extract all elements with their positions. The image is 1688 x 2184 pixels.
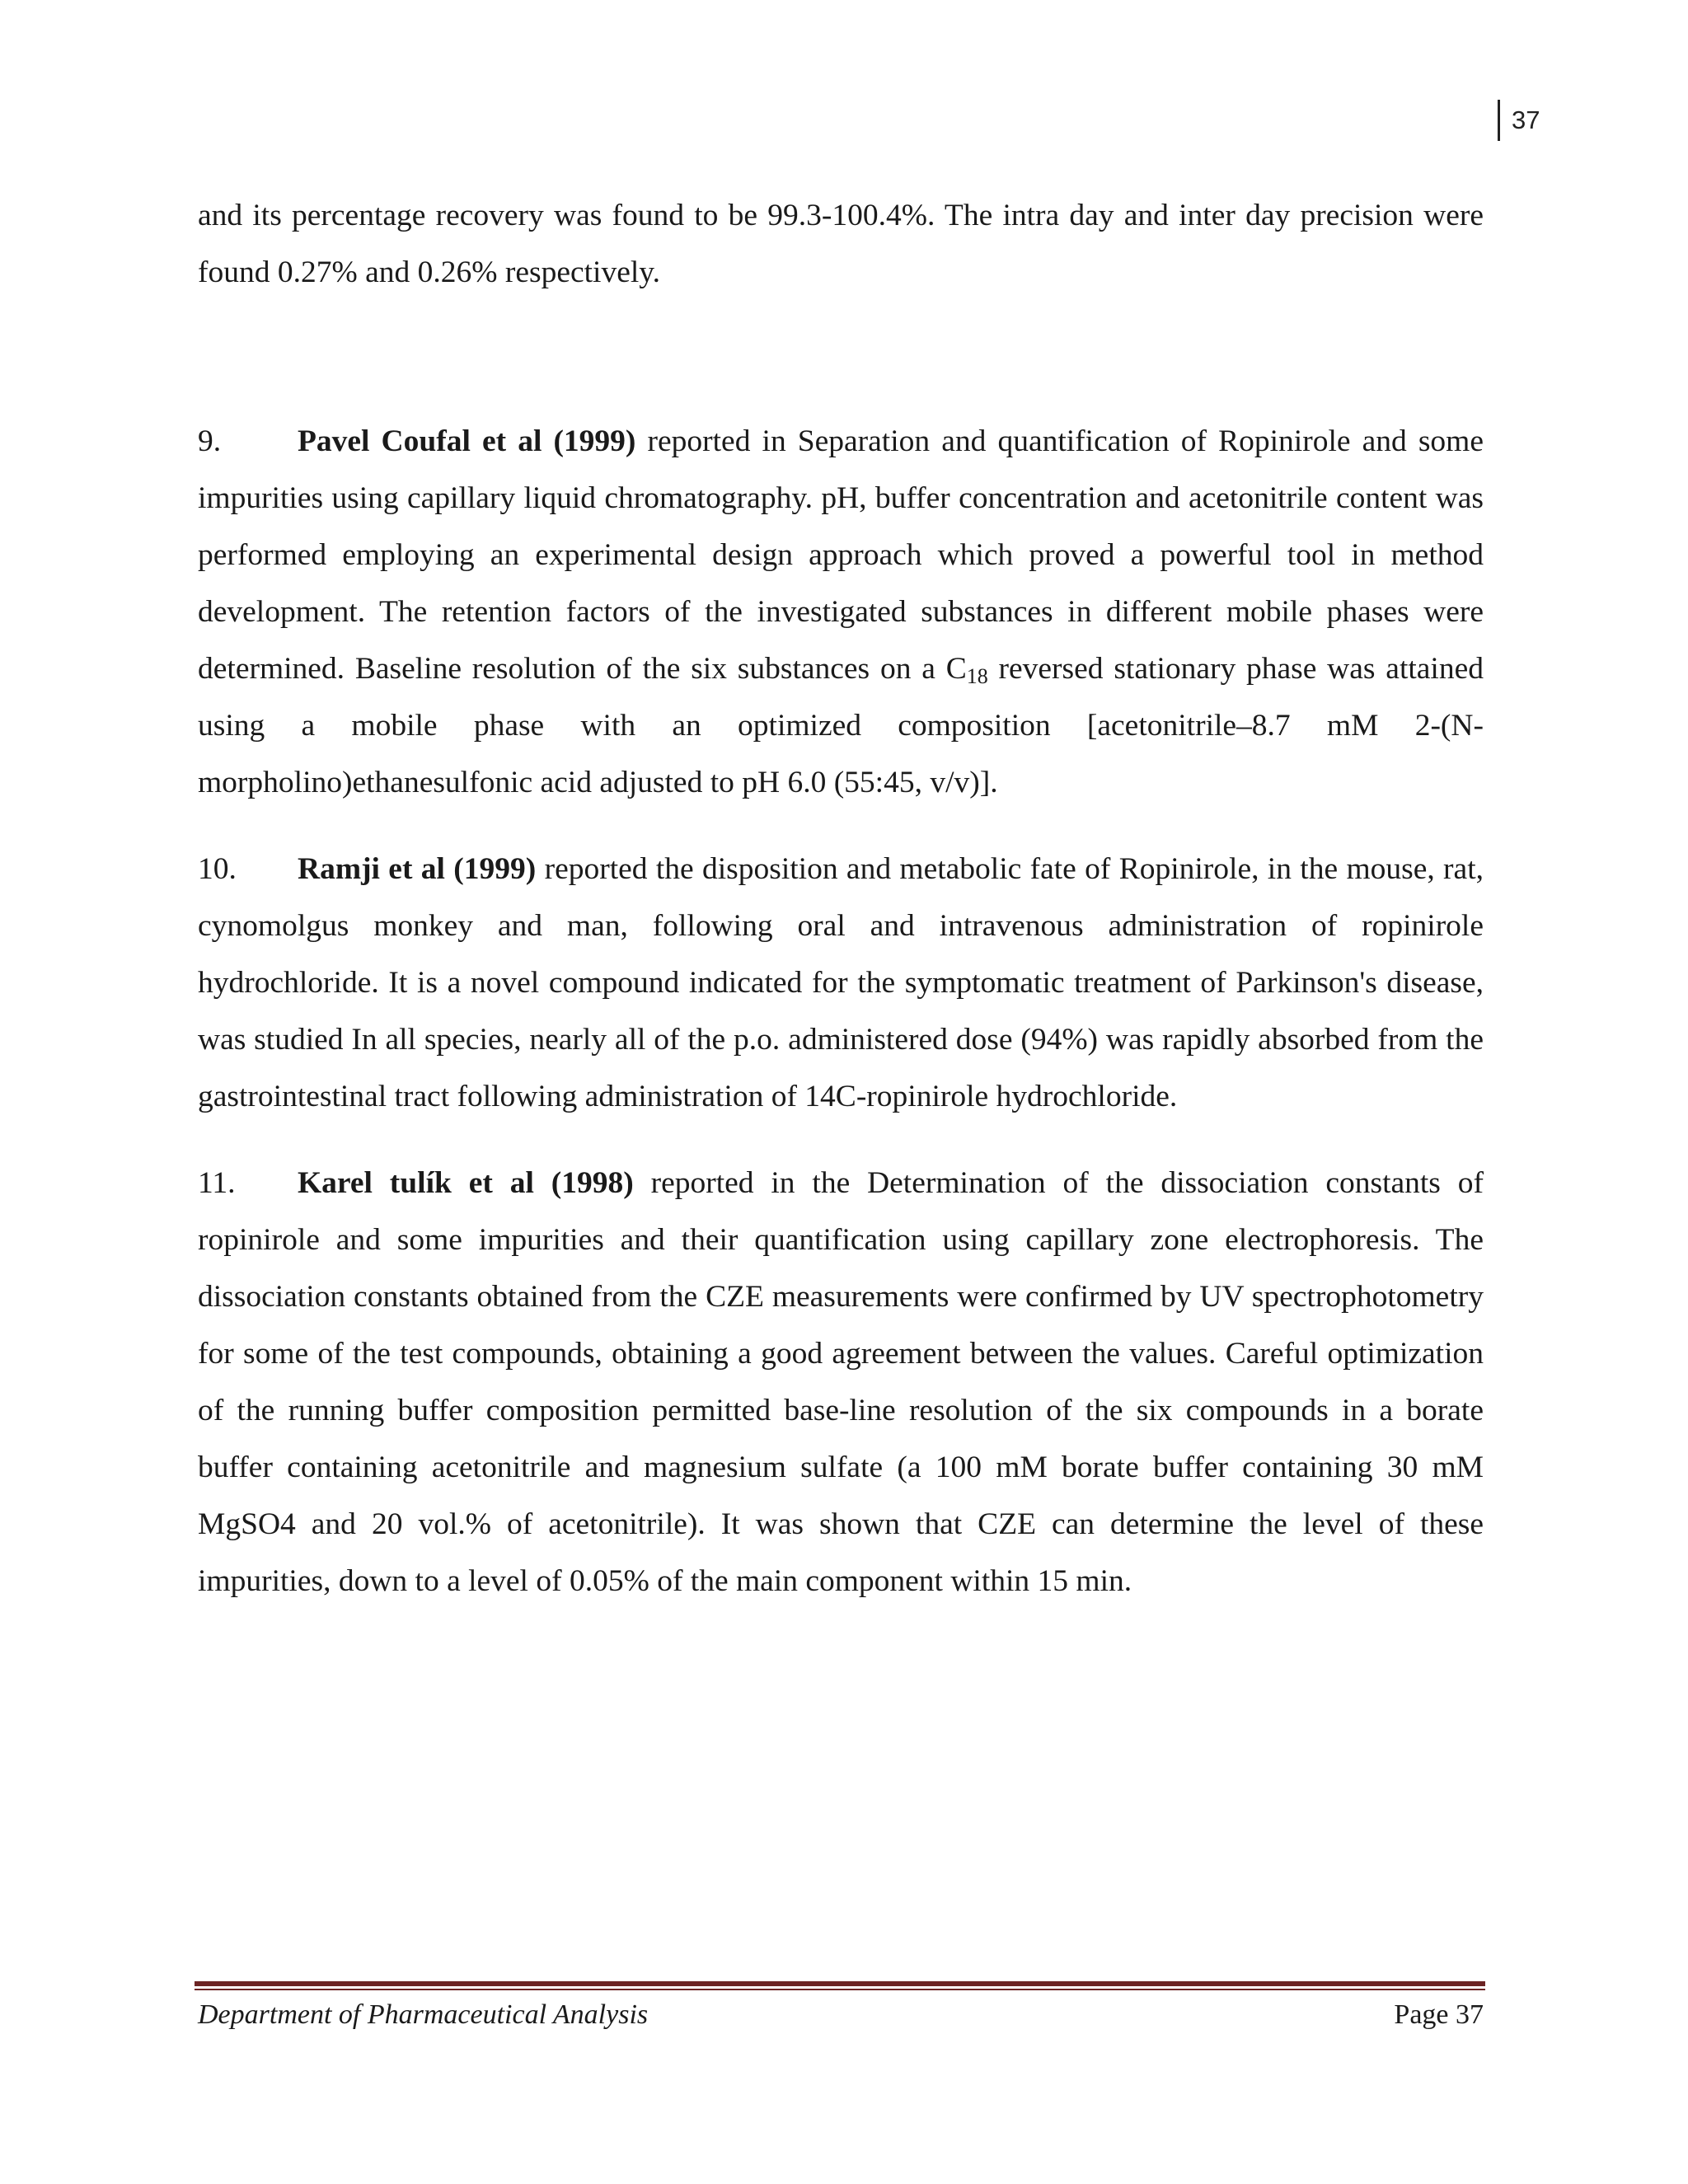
continuation-paragraph: [198, 187, 1484, 301]
header-page-number: 37: [1498, 100, 1540, 141]
reference-list: [198, 413, 1484, 1639]
entry-text: reported in the Determination of the dissociation constants of ropinirole and some impurities and their quantification using capillary zone electrophoresis. The dissociation constants obtained from the CZE measurements were confirmed by UV spectrophotometry for some of the test compounds, obtaining a good agreement between the values. Careful optimization of the running buffer composition permitted base-line resolution of the six compounds in a borate buffer containing acetonitrile and magnesium sulfate (a 100 mM borate buffer containing 30 mM MgSO4 and 20 vol.% of acetonitrile). It was shown that CZE can determine the level of these impurities, down to a level of 0.05% of the main component within 15 min.: [198, 1166, 1484, 1598]
reference-entry-11: [198, 1155, 1484, 1610]
page-footer: [198, 1999, 1484, 2031]
continuation-text: and its percentage recovery was found to be 99.3-100.4%. The intra day and inter day precision were found 0.27% and 0.26% respectively.: [198, 199, 1484, 289]
footer-rule-thick: [195, 1981, 1485, 1986]
entry-text: reported the disposition and metabolic fate of Ropinirole, in the mouse, rat, cynomolgus monkey and man, following oral and intravenous administration of ropinirole hydrochloride. It is a novel compound indicated for the symptomatic treatment of Parkinson's disease, was studied In all species, nearly all of the p.o. administered dose (94%) was rapidly absorbed from the gastrointestinal tract following administration of 14C-ropinirole hydrochloride.: [198, 852, 1484, 1113]
entry-author: Pavel Coufal et al (1999): [298, 424, 636, 458]
entry-author: Karel tulík et al (1998): [298, 1166, 634, 1200]
reference-entry-10: [198, 841, 1484, 1125]
entry-number: 9.: [198, 424, 222, 458]
footer-department: Department of Pharmaceutical Analysis: [198, 1999, 649, 2030]
entry-number: 11.: [198, 1166, 236, 1200]
reference-entry-9: [198, 413, 1484, 811]
entry-number: 10.: [198, 852, 237, 886]
footer-rule-thin: [195, 1989, 1485, 1990]
entry-text: reported in Separation and quantification of Ropinirole and some impurities using capillary liquid chromatography. pH, buffer concentration and acetonitrile content was performed employing an experimental design approach which proved a powerful tool in method development. The retention factors of the investigated substances in different mobile phases were determined. Baseline resolution of the six substances on a C: [198, 424, 1484, 686]
entry-text-continued: reversed stationary phase was attained using a mobile phase with an optimized composition [acetonitrile–8.7 mM 2-(N-morpholino)ethanesulfonic acid adjusted to pH 6.0 (55:45, v/v)].: [198, 652, 1484, 799]
entry-author: Ramji et al (1999): [298, 852, 537, 886]
footer-page-label: Page 37: [1394, 1999, 1484, 2030]
subscript: 18: [966, 664, 988, 688]
